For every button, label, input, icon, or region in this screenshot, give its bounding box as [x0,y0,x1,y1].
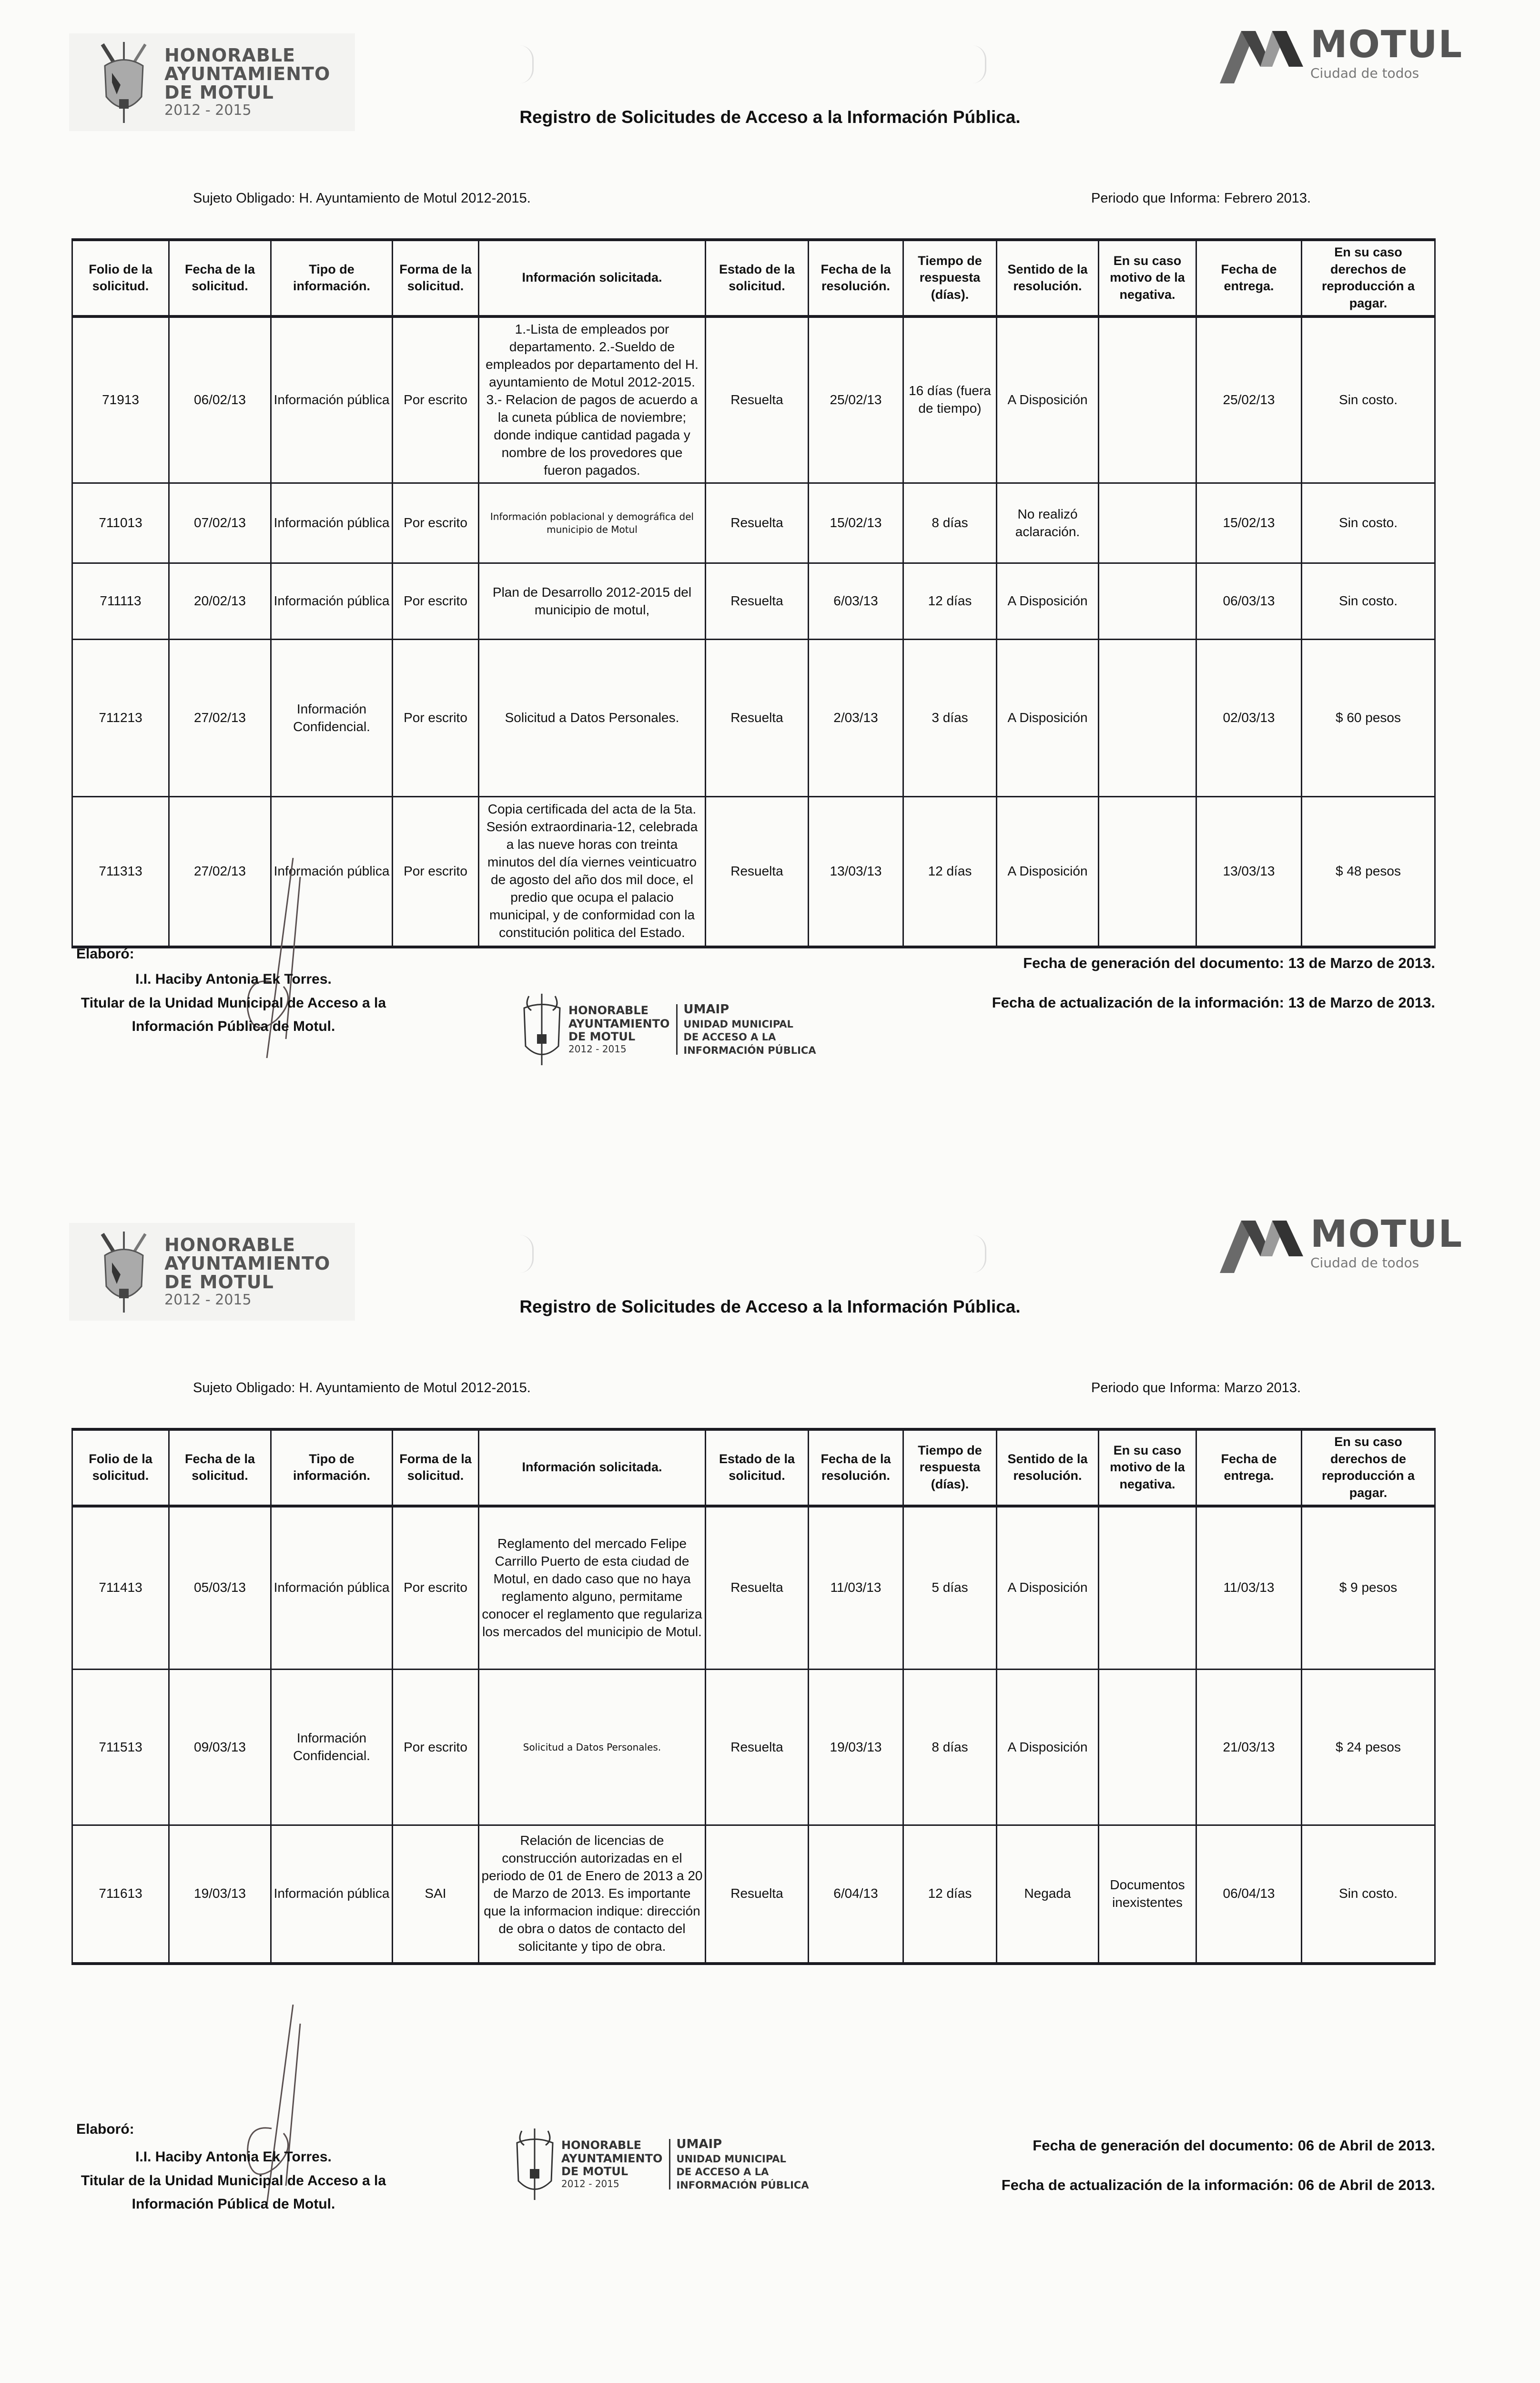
fecha-resolucion-cell: 6/04/13 [809,1825,903,1964]
table-row [72,483,1435,563]
costo-cell: $ 9 pesos [1302,1506,1435,1670]
folio-cell: 711613 [72,1825,169,1964]
table-row [72,1825,1435,1964]
column-header: Sentido de la resolución. [997,1429,1099,1506]
report-page-2 [0,1190,1540,2379]
seal-line-6: INFORMACIÓN PÚBLICA [683,1044,816,1056]
forma-cell: Por escrito [393,316,479,483]
seal-line-3: DE MOTUL [568,1030,636,1044]
elaboro-label: Elaboró: [76,946,134,962]
table-body [72,316,1435,947]
costo-cell: Sin costo. [1302,483,1435,563]
tiempo-cell: 3 días [903,640,997,797]
column-header: Tiempo de respuesta (días). [903,1429,997,1506]
costo-cell: Sin costo. [1302,563,1435,640]
seal-umaip: UMAIP [683,1002,729,1017]
fecha-actualizacion: Fecha de actualización de la información: 06 de Abril de 2013. [1001,2177,1435,2193]
umaip-seal [512,2128,809,2200]
folio-cell: 71913 [72,316,169,483]
logo-line-3: DE MOTUL [164,81,274,103]
folio-cell: 711413 [72,1506,169,1670]
logo-line-2: AYUNTAMIENTO [164,1253,331,1274]
tiempo-cell: 8 días [903,483,997,563]
fecha-actualizacion: Fecha de actualización de la información: 13 de Marzo de 2013. [992,994,1435,1011]
motul-m-logo-icon [1220,1221,1306,1273]
table-header-row [72,1429,1435,1506]
sentido-cell: A Disposición [997,797,1099,947]
motivo-cell [1099,316,1196,483]
column-header: Fecha de la solicitud. [169,240,271,316]
motivo-cell [1099,483,1196,563]
column-header: En su caso derechos de reproducción a pagar. [1302,1429,1435,1506]
column-header: En su caso derechos de reproducción a pagar. [1302,240,1435,316]
signer-title: Titular de la Unidad Municipal de Acceso a la Información Pública de Motul. [81,2172,386,2212]
punch-hole-mark [519,45,534,83]
column-header: Fecha de la resolución. [809,240,903,316]
tiempo-cell: 12 días [903,797,997,947]
logo-years: 2012 - 2015 [164,102,252,119]
sentido-cell: A Disposición [997,316,1099,483]
column-header: Tipo de información. [271,1429,393,1506]
table-row [72,316,1435,483]
seal-line-1: HONORABLE [568,1004,649,1018]
folio-cell: 711013 [72,483,169,563]
tipo-cell: Información pública [271,483,393,563]
column-header: Forma de la solicitud. [393,240,479,316]
costo-cell: Sin costo. [1302,1825,1435,1964]
punch-hole-mark [972,45,986,83]
signer-block [71,967,395,1039]
fecha-resolucion-cell: 25/02/13 [809,316,903,483]
requests-table [71,238,1436,948]
seal-line-3: DE MOTUL [561,2165,628,2179]
forma-cell: Por escrito [393,640,479,797]
info-cell: 1.-Lista de empleados por departamento. 2.-Sueldo de empleados por departamento del H. ayuntamiento de Motul 2012-2015. 3.- Relacion de pagos de acuerdo a la cuneta pública de noviembre; donde indique cantidad pagada y nombre de los provedores que fueron pagados. [479,316,706,483]
info-cell: Plan de Desarrollo 2012-2015 del municipio de motul, [479,563,706,640]
fecha-entrega-cell: 13/03/13 [1196,797,1302,947]
forma-cell: Por escrito [393,1506,479,1670]
fecha-resolucion-cell: 19/03/13 [809,1670,903,1825]
costo-cell: Sin costo. [1302,316,1435,483]
fecha-resolucion-cell: 13/03/13 [809,797,903,947]
fecha-entrega-cell: 25/02/13 [1196,316,1302,483]
table-row [72,1506,1435,1670]
signer-name: I.I. Haciby Antonia Ek Torres. [135,2149,332,2165]
motivo-cell: Documentos inexistentes [1099,1825,1196,1964]
document-title: Registro de Solicitudes de Acceso a la Información Pública. [519,1297,1021,1316]
tiempo-cell: 5 días [903,1506,997,1670]
sujeto-obligado: Sujeto Obligado: H. Ayuntamiento de Motul 2012-2015. [193,1380,531,1395]
column-header: Tipo de información. [271,240,393,316]
column-header: Folio de la solicitud. [72,240,169,316]
motul-tagline: Ciudad de todos [1310,1255,1419,1271]
forma-cell: Por escrito [393,563,479,640]
seal-line-5: DE ACCESO A LA [676,2166,769,2178]
sentido-cell: No realizó aclaración. [997,483,1099,563]
logo-line-3: DE MOTUL [164,1271,274,1293]
fecha-generacion: Fecha de generación del documento: 13 de Marzo de 2013. [1023,955,1435,971]
fecha-entrega-cell: 15/02/13 [1196,483,1302,563]
fecha-entrega-cell: 21/03/13 [1196,1670,1302,1825]
info-cell: Copia certificada del acta de la 5ta. Sesión extraordinaria-12, celebrada a las nueve horas con treinta minutos del día viernes veinticuatro de agosto del año dos mil doce, el predio que ocupa el palacio municipal, y de conformidad con la constitución politica del Estado. [479,797,706,947]
seal-line-4: UNIDAD MUNICIPAL [683,1018,793,1030]
info-cell: Solicitud a Datos Personales. [479,1670,706,1825]
column-header: Forma de la solicitud. [393,1429,479,1506]
tiempo-cell: 12 días [903,563,997,640]
sujeto-obligado: Sujeto Obligado: H. Ayuntamiento de Motul 2012-2015. [193,191,531,206]
tipo-cell: Información pública [271,316,393,483]
fecha-solicitud-cell: 05/03/13 [169,1506,271,1670]
report-page-1 [0,0,1540,1190]
fecha-solicitud-cell: 09/03/13 [169,1670,271,1825]
signer-block [71,2145,395,2216]
estado-cell: Resuelta [706,797,809,947]
logo-line-2: AYUNTAMIENTO [164,63,331,84]
fecha-resolucion-cell: 15/02/13 [809,483,903,563]
fecha-resolucion-cell: 6/03/13 [809,563,903,640]
signer-name: I.I. Haciby Antonia Ek Torres. [135,971,332,987]
tipo-cell: Información Confidencial. [271,1670,393,1825]
table-body [72,1506,1435,1964]
coat-of-arms-icon [519,994,565,1065]
estado-cell: Resuelta [706,483,809,563]
fecha-entrega-cell: 06/03/13 [1196,563,1302,640]
report-page-3 [0,2379,1540,2383]
sentido-cell: A Disposición [997,563,1099,640]
costo-cell: $ 48 pesos [1302,797,1435,947]
tiempo-cell: 8 días [903,1670,997,1825]
motul-name: MOTUL [1310,23,1463,66]
seal-line-2: AYUNTAMIENTO [561,2151,663,2165]
seal-umaip: UMAIP [676,2137,722,2152]
motivo-cell [1099,563,1196,640]
column-header: Tiempo de respuesta (días). [903,240,997,316]
column-header: Fecha de entrega. [1196,1429,1302,1506]
column-header: Sentido de la resolución. [997,240,1099,316]
estado-cell: Resuelta [706,1825,809,1964]
motivo-cell [1099,797,1196,947]
forma-cell: Por escrito [393,797,479,947]
info-cell: Reglamento del mercado Felipe Carrillo Puerto de esta ciudad de Motul, en dado caso que no haya reglamento alguno, permitame conocer el reglamento que regulariza los mercados del municipio de Motul. [479,1506,706,1670]
info-cell: Relación de licencias de construcción autorizadas en el periodo de 01 de Enero de 2013 a 20 de Marzo de 2013. Es importante que la informacion indique: dirección de obra o datos de contacto del solicitante y tipo de obra. [479,1825,706,1964]
requests-table [71,1428,1436,1965]
table-row [72,563,1435,640]
estado-cell: Resuelta [706,640,809,797]
fecha-solicitud-cell: 06/02/13 [169,316,271,483]
seal-line-4: UNIDAD MUNICIPAL [676,2153,786,2165]
column-header: En su caso motivo de la negativa. [1099,1429,1196,1506]
fecha-resolucion-cell: 11/03/13 [809,1506,903,1670]
costo-cell: $ 60 pesos [1302,640,1435,797]
table-row [72,1670,1435,1825]
motul-m-logo-icon [1220,31,1306,83]
punch-hole-mark [519,1235,534,1273]
folio-cell: 711113 [72,563,169,640]
motul-logo [1220,1213,1487,1287]
column-header: En su caso motivo de la negativa. [1099,240,1196,316]
sentido-cell: A Disposición [997,1506,1099,1670]
forma-cell: Por escrito [393,1670,479,1825]
fecha-entrega-cell: 02/03/13 [1196,640,1302,797]
signer-title: Titular de la Unidad Municipal de Acceso a la Información Pública de Motul. [81,995,386,1034]
fecha-generacion: Fecha de generación del documento: 06 de Abril de 2013. [1033,2137,1435,2154]
motul-tagline: Ciudad de todos [1310,65,1419,81]
folio-cell: 711213 [72,640,169,797]
column-header: Estado de la solicitud. [706,240,809,316]
tipo-cell: Información pública [271,1506,393,1670]
fecha-solicitud-cell: 19/03/13 [169,1825,271,1964]
periodo-informa: Periodo que Informa: Marzo 2013. [1091,1380,1301,1395]
tiempo-cell: 16 días (fuera de tiempo) [903,316,997,483]
seal-line-2: AYUNTAMIENTO [568,1017,670,1030]
fecha-solicitud-cell: 27/02/13 [169,640,271,797]
fecha-entrega-cell: 06/04/13 [1196,1825,1302,1964]
seal-years: 2012 - 2015 [561,2178,619,2190]
tiempo-cell: 12 días [903,1825,997,1964]
column-header: Fecha de entrega. [1196,240,1302,316]
fecha-solicitud-cell: 20/02/13 [169,563,271,640]
motivo-cell [1099,1670,1196,1825]
motul-logo [1220,23,1487,98]
umaip-seal [519,994,816,1065]
column-header: Fecha de la resolución. [809,1429,903,1506]
seal-line-5: DE ACCESO A LA [683,1031,776,1043]
folio-cell: 711513 [72,1670,169,1825]
sentido-cell: A Disposición [997,640,1099,797]
fecha-solicitud-cell: 07/02/13 [169,483,271,563]
punch-hole-mark [972,1235,986,1273]
coat-of-arms-icon [512,2128,557,2200]
document-title: Registro de Solicitudes de Acceso a la Información Pública. [519,107,1021,127]
sentido-cell: A Disposición [997,1670,1099,1825]
column-header: Estado de la solicitud. [706,1429,809,1506]
seal-line-1: HONORABLE [561,2139,642,2152]
sentido-cell: Negada [997,1825,1099,1964]
estado-cell: Resuelta [706,316,809,483]
column-header: Información solicitada. [479,240,706,316]
motul-name: MOTUL [1310,1213,1463,1256]
info-cell: Solicitud a Datos Personales. [479,640,706,797]
info-cell: Información poblacional y demográfica del municipio de Motul [479,483,706,563]
folio-cell: 711313 [72,797,169,947]
column-header: Fecha de la solicitud. [169,1429,271,1506]
elaboro-label: Elaboró: [76,2121,134,2137]
document-dates [992,956,1435,1035]
fecha-resolucion-cell: 2/03/13 [809,640,903,797]
motivo-cell [1099,640,1196,797]
motivo-cell [1099,1506,1196,1670]
periodo-informa: Periodo que Informa: Febrero 2013. [1091,191,1311,206]
estado-cell: Resuelta [706,1506,809,1670]
tipo-cell: Información pública [271,1825,393,1964]
column-header: Folio de la solicitud. [72,1429,169,1506]
estado-cell: Resuelta [706,563,809,640]
tipo-cell: Información pública [271,563,393,640]
seal-line-6: INFORMACIÓN PÚBLICA [676,2179,809,2191]
table-header-row [72,240,1435,316]
fecha-solicitud-cell: 27/02/13 [169,797,271,947]
logo-line-1: HONORABLE [164,1234,296,1256]
seal-years: 2012 - 2015 [568,1043,627,1055]
logo-line-1: HONORABLE [164,45,296,66]
document-dates [1002,2138,1435,2217]
forma-cell: SAI [393,1825,479,1964]
forma-cell: Por escrito [393,483,479,563]
fecha-entrega-cell: 11/03/13 [1196,1506,1302,1670]
tipo-cell: Información Confidencial. [271,640,393,797]
estado-cell: Resuelta [706,1670,809,1825]
column-header: Información solicitada. [479,1429,706,1506]
table-row [72,640,1435,797]
tipo-cell: Información pública [271,797,393,947]
costo-cell: $ 24 pesos [1302,1670,1435,1825]
logo-years: 2012 - 2015 [164,1292,252,1309]
